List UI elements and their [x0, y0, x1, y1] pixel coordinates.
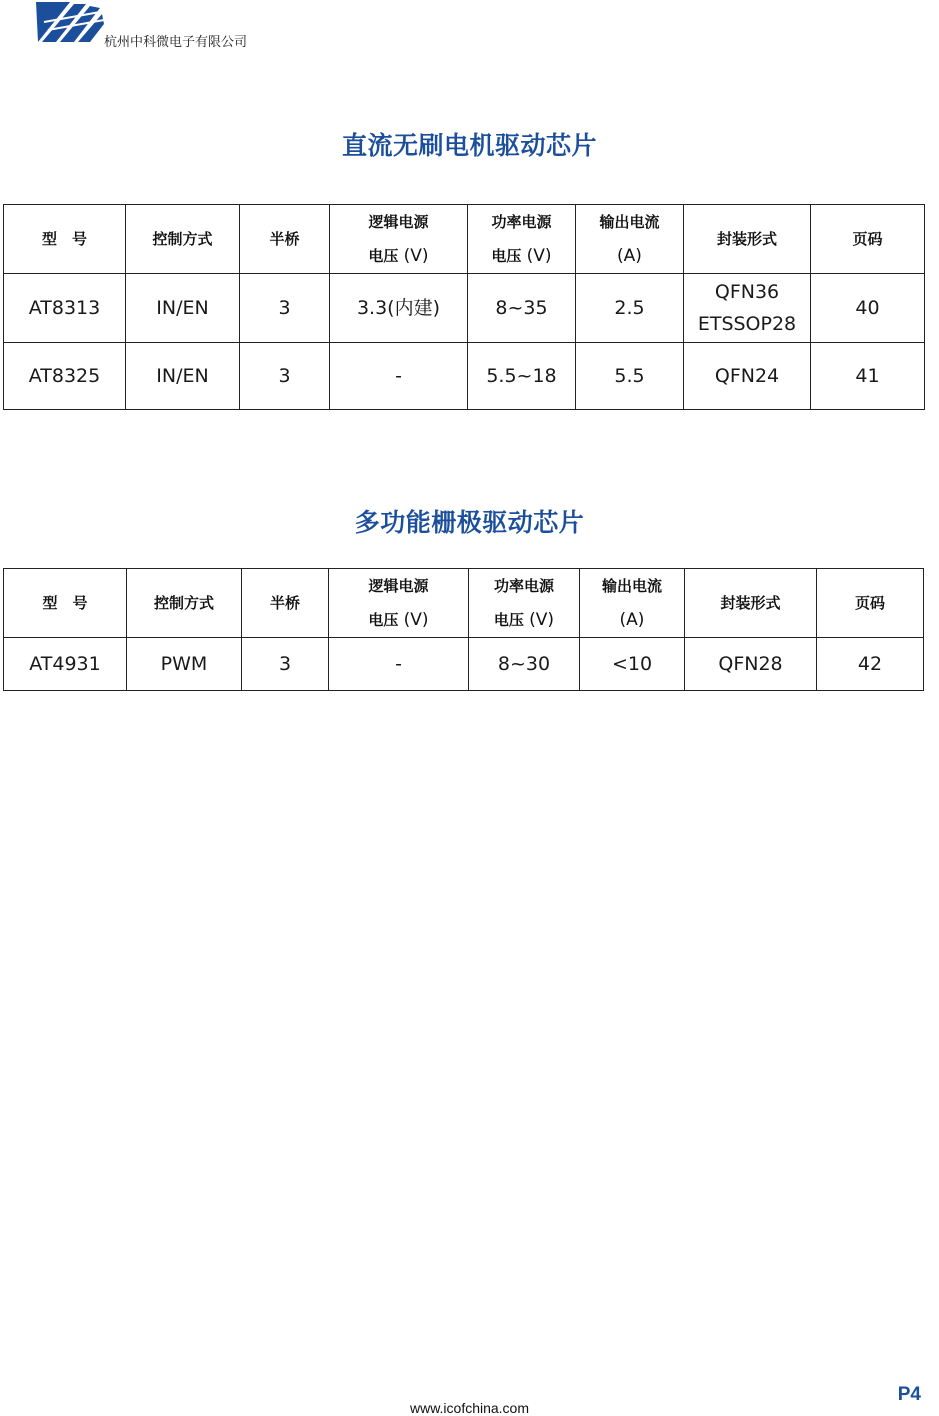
col-header-logic-voltage: 逻辑电源 电压 (V): [329, 569, 469, 638]
table-header-row: [4, 205, 925, 274]
col-header-half-bridge: 半桥: [240, 205, 330, 274]
company-logo: [34, 0, 106, 44]
col-header-output-current: 输出电流 (A): [576, 205, 684, 274]
cell-half-bridge: 3: [240, 343, 330, 410]
cell-output-current: 2.5: [576, 274, 684, 343]
cell-model: AT8325: [4, 343, 126, 410]
table-row: [4, 343, 925, 410]
cell-control: IN/EN: [126, 343, 240, 410]
cell-package: QFN24: [684, 343, 811, 410]
cell-half-bridge: 3: [242, 638, 329, 691]
cell-page: 40: [811, 274, 925, 343]
cell-output-current: <10: [580, 638, 685, 691]
col-header-logic-voltage: 逻辑电源 电压 (V): [330, 205, 468, 274]
col-header-package: 封装形式: [684, 205, 811, 274]
cell-power-voltage: 8~35: [468, 274, 576, 343]
cell-power-voltage: 8~30: [469, 638, 580, 691]
company-name: 杭州中科微电子有限公司: [104, 35, 248, 50]
cell-output-current: 5.5: [576, 343, 684, 410]
table-row: [4, 638, 924, 691]
cell-package: QFN36 ETSSOP28: [684, 274, 811, 343]
table-row: [4, 274, 925, 343]
cell-logic-voltage: -: [330, 343, 468, 410]
col-header-half-bridge: 半桥: [242, 569, 329, 638]
col-header-page: 页码: [817, 569, 924, 638]
footer-url: www.icofchina.com: [409, 1400, 530, 1416]
cell-page: 41: [811, 343, 925, 410]
col-header-model: 型 号: [4, 569, 127, 638]
section-title-gate-driver: 多功能栅极驱动芯片: [354, 508, 585, 537]
cell-control: PWM: [127, 638, 242, 691]
gate-driver-table: [3, 568, 924, 691]
cell-control: IN/EN: [126, 274, 240, 343]
cell-logic-voltage: 3.3(内建): [330, 274, 468, 343]
col-header-page: 页码: [811, 205, 925, 274]
col-header-control: 控制方式: [127, 569, 242, 638]
col-header-output-current: 输出电流 (A): [580, 569, 685, 638]
page-number: P4: [897, 1384, 921, 1405]
col-header-power-voltage: 功率电源 电压 (V): [468, 205, 576, 274]
col-header-power-voltage: 功率电源 电压 (V): [469, 569, 580, 638]
table-header-row: [4, 569, 924, 638]
cell-model: AT4931: [4, 638, 127, 691]
section-title-bldc: 直流无刷电机驱动芯片: [341, 131, 597, 160]
col-header-control: 控制方式: [126, 205, 240, 274]
cell-logic-voltage: -: [329, 638, 469, 691]
cell-power-voltage: 5.5~18: [468, 343, 576, 410]
cell-half-bridge: 3: [240, 274, 330, 343]
cell-package: QFN28: [685, 638, 817, 691]
col-header-model: 型 号: [4, 205, 126, 274]
cell-page: 42: [817, 638, 924, 691]
col-header-package: 封装形式: [685, 569, 817, 638]
cell-model: AT8313: [4, 274, 126, 343]
bldc-driver-table: [3, 204, 925, 410]
